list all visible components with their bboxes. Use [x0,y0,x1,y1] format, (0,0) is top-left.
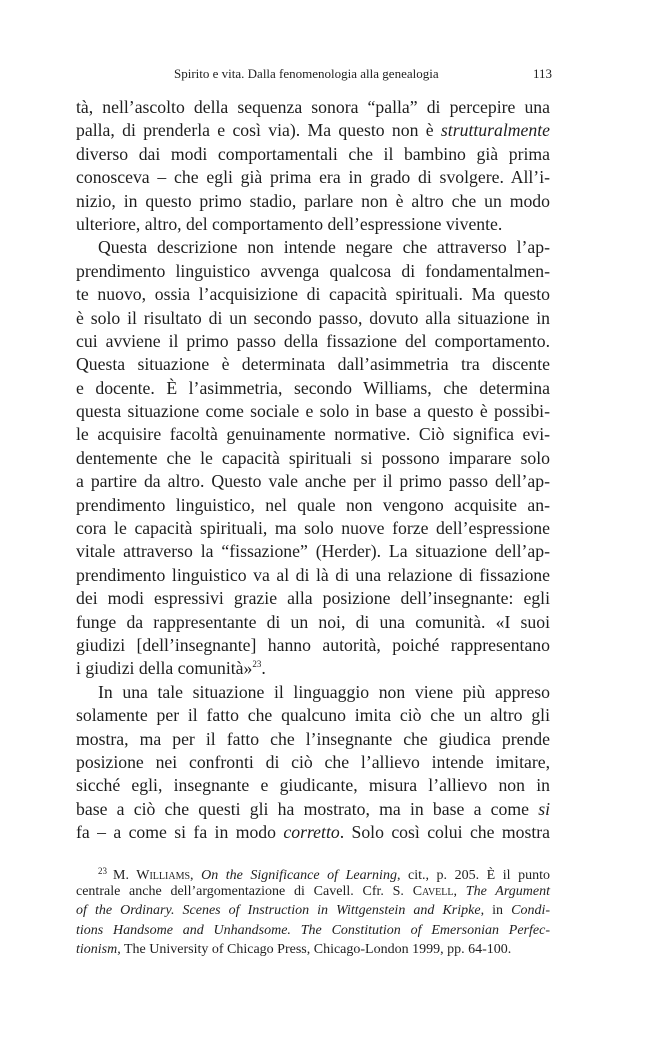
text-line: dentemente che le capacità spirituali si possono imparare solo [76,447,550,468]
text-line: e docente. È l’asimmetria, secondo Williams, che determina [76,377,550,398]
running-title: Spirito e vita. Dalla fenomenologia alla genealogia [174,66,439,81]
text-line: ulteriore, altro, del comportamento dell’espressione vivente. [76,213,503,234]
footnote-line: centrale anche dell’argomentazione di Cavell. Cfr. S. Cavell, The Argument [76,883,550,899]
text-line: tà, nell’ascolto della sequenza sonora “palla” di percepire una [76,97,550,117]
footnote-title: On the Significance of Learning [201,868,397,883]
text-line: dei modi espressivi grazie alla posizione dell’insegnante: egli [76,588,550,609]
footnote-title: tionism [76,942,118,957]
text-line: vitale attraverso la “fissazione” (Herder). La situazione dell’ap- [76,541,550,562]
text-line: sicché egli, insegnante e giudicante, misura l’allievo non in [76,775,550,796]
footnote-line: of the Ordinary. Scenes of Instruction in Wittgenstein and Kripke, in Condi- [76,903,550,918]
text-line: cui avviene il primo passo della fissazione del comportamento. [76,330,550,351]
footnote-reference: 23 [252,659,262,670]
emphasis: strutturalmente [440,120,550,141]
text-line: base a ciò che questi gli ha mostrato, ma in base a come si [76,798,550,819]
main-text [76,96,550,845]
footnote-title: tions Handsome and Unhandsome. The Constitution of Emersonian Perfec- [76,922,550,938]
footnote-line: tionism, The University of Chicago Press, Chicago-London 1999, pp. 64-100. [76,942,512,957]
text-line: Questa situazione è determinata dall’asimmetria tra discente [76,354,550,375]
text-line: diverso dai modi comportamentali che il bambino già prima [76,143,550,164]
text-line: prendimento linguistico va al di là di una relazione di fissazione [76,564,550,585]
text-line: nizio, in questo primo stadio, parlare non è altro che un modo [76,190,550,211]
footnote-line [76,921,550,941]
footnote-title: The Argument [465,883,550,899]
text-line: posizione nei confronti di ciò che l’allievo intende imitare, [76,751,550,772]
footnote-title: of the Ordinary. Scenes of Instruction in Wittgenstein and Kripke [76,903,481,918]
text-line: i giudizi della comunità»$^{23}$. [76,658,266,679]
text-line: prendimento linguistico avvenga qualcosa di fondamentalmen- [76,260,550,281]
emphasis: si [538,798,550,819]
emphasis: corretto [283,822,340,843]
text-line: solamente per il fatto che qualcuno imita ciò che un altro gli [76,705,550,726]
page-number: 113 [532,66,552,81]
footnote-number: 23 [98,866,107,876]
footnote [76,862,550,960]
text-line: mostra, ma per il fatto che l’insegnante che giudica prende [76,728,550,749]
text-line: cora le capacità spirituali, ma solo nuove forze dell’espressione [76,518,550,539]
text-line: Questa descrizione non intende negare che attraverso l’ap- [98,237,550,258]
text-line: questa situazione come sociale e solo in base a questo è possibi- [76,401,550,422]
text-line: In una tale situazione il linguaggio non viene più appreso [98,681,550,702]
footnote-line: $^{23}$ M. Williams, On the Significance of Learning, cit., p. 205. È il punto [98,866,550,883]
text-line: te nuovo, ossia l’acquisizione di capacità spirituali. Ma questo [76,284,550,305]
text-line: è solo il risultato di un secondo passo, dovuto alla situazione in [76,307,550,328]
text-line: le acquisire facoltà genuinamente normative. Ciò significa evi- [76,424,550,445]
text-line: funge da rappresentante di un noi, di una comunità. «I suoi [76,611,550,632]
text-line: fa – a come si fa in modo corretto. Solo così colui che mostra [76,822,551,843]
running-header [0,66,650,86]
text-line: giudizi [dell’insegnante] hanno autorità, poiché rappresentano [76,634,550,655]
footnote-title: Condi- [511,903,550,918]
text-line: a partire da altro. Questo vale anche per il primo passo dell’ap- [76,471,550,492]
footnote-author: S. Cavell [392,883,454,899]
text-line: palla, di prenderla e così via). Ma questo non è strutturalmente [76,120,550,141]
text-line: prendimento linguistico, nel quale non vengono acquisite an- [76,494,550,515]
footnote-author: M. Williams [113,868,191,883]
text-line: conosceva – che egli già prima era in grado di svolgere. All’i- [76,167,550,188]
